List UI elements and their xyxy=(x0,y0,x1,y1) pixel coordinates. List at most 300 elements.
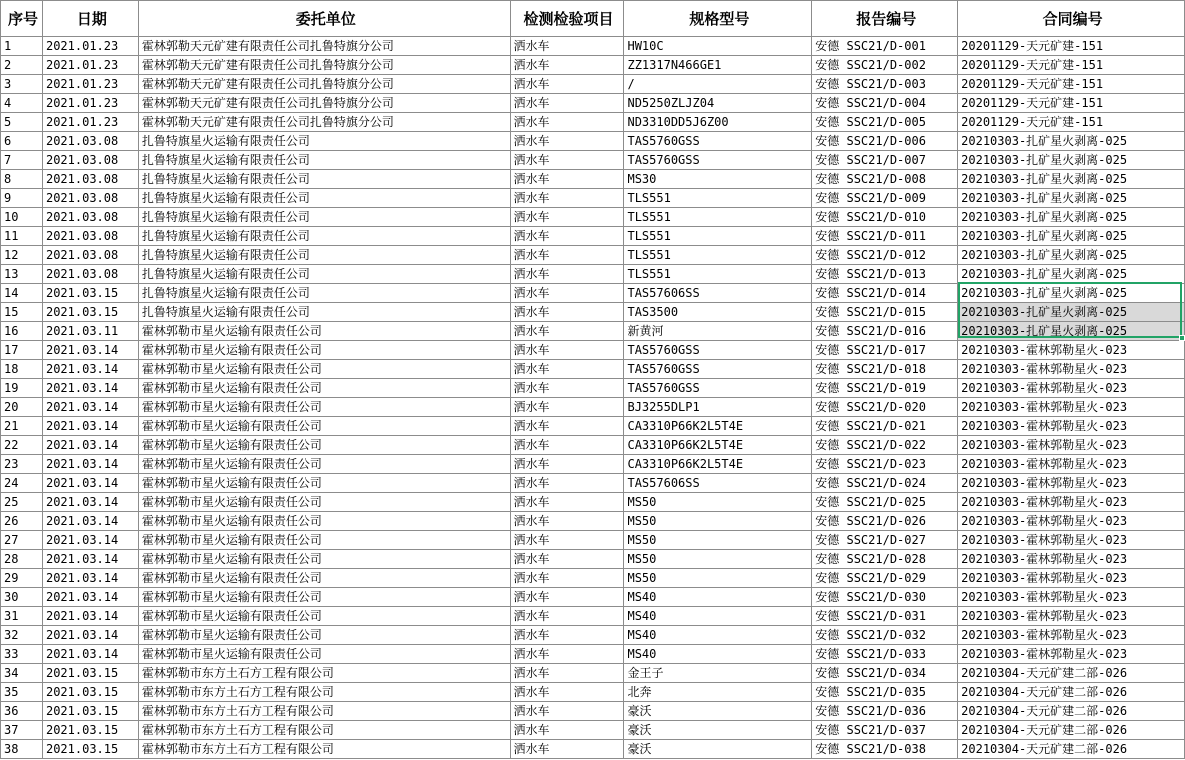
cell-model[interactable]: ND5250ZLJZ04 xyxy=(624,94,812,113)
cell-index[interactable]: 17 xyxy=(1,341,43,360)
table-row xyxy=(1,113,1185,132)
cell-index[interactable]: 13 xyxy=(1,265,43,284)
cell-client[interactable]: 霍林郭勒市东方土石方工程有限公司 xyxy=(138,740,510,759)
cell-index[interactable]: 14 xyxy=(1,284,43,303)
col-header-model[interactable]: 规格型号 xyxy=(624,1,812,37)
table-row xyxy=(1,436,1185,455)
cell-model[interactable]: MS50 xyxy=(624,550,812,569)
cell-model[interactable]: TAS5760GSS xyxy=(624,132,812,151)
cell-inspection-item[interactable]: 洒水车 xyxy=(510,56,624,75)
cell-contract-no[interactable]: 20210303-扎矿星火剥离-025 xyxy=(958,303,1185,322)
table-row xyxy=(1,531,1185,550)
cell-date[interactable]: 2021.03.14 xyxy=(42,607,138,626)
cell-index[interactable]: 33 xyxy=(1,645,43,664)
table-row xyxy=(1,702,1185,721)
table-row xyxy=(1,227,1185,246)
cell-date[interactable]: 2021.03.14 xyxy=(42,474,138,493)
cell-date[interactable]: 2021.03.14 xyxy=(42,360,138,379)
table-row xyxy=(1,360,1185,379)
cell-index[interactable]: 3 xyxy=(1,75,43,94)
cell-inspection-item[interactable]: 洒水车 xyxy=(510,436,624,455)
cell-contract-no[interactable]: 20210303-扎矿星火剥离-025 xyxy=(958,170,1185,189)
cell-report-no[interactable]: 安德 SSC21/D-030 xyxy=(812,588,958,607)
cell-inspection-item[interactable]: 洒水车 xyxy=(510,550,624,569)
cell-model[interactable]: TLS551 xyxy=(624,208,812,227)
cell-contract-no[interactable]: 20210303-霍林郭勒星火-023 xyxy=(958,398,1185,417)
cell-client[interactable]: 霍林郭勒市星火运输有限责任公司 xyxy=(138,550,510,569)
cell-report-no[interactable]: 安德 SSC21/D-012 xyxy=(812,246,958,265)
cell-inspection-item[interactable]: 洒水车 xyxy=(510,265,624,284)
cell-inspection-item[interactable]: 洒水车 xyxy=(510,379,624,398)
cell-index[interactable]: 10 xyxy=(1,208,43,227)
cell-contract-no[interactable]: 20210303-霍林郭勒星火-023 xyxy=(958,512,1185,531)
cell-index[interactable]: 25 xyxy=(1,493,43,512)
cell-inspection-item[interactable]: 洒水车 xyxy=(510,398,624,417)
table-row xyxy=(1,512,1185,531)
cell-contract-no[interactable]: 20210303-霍林郭勒星火-023 xyxy=(958,493,1185,512)
table-row xyxy=(1,75,1185,94)
col-header-contract-no[interactable]: 合同编号 xyxy=(958,1,1185,37)
cell-index[interactable]: 24 xyxy=(1,474,43,493)
cell-model[interactable]: TLS551 xyxy=(624,265,812,284)
cell-date[interactable]: 2021.03.15 xyxy=(42,664,138,683)
cell-inspection-item[interactable]: 洒水车 xyxy=(510,683,624,702)
cell-contract-no[interactable]: 20210303-扎矿星火剥离-025 xyxy=(958,227,1185,246)
cell-report-no[interactable]: 安德 SSC21/D-019 xyxy=(812,379,958,398)
cell-index[interactable]: 8 xyxy=(1,170,43,189)
cell-report-no[interactable]: 安德 SSC21/D-016 xyxy=(812,322,958,341)
cell-date[interactable]: 2021.03.08 xyxy=(42,208,138,227)
cell-inspection-item[interactable]: 洒水车 xyxy=(510,645,624,664)
cell-date[interactable]: 2021.03.14 xyxy=(42,455,138,474)
cell-date[interactable]: 2021.01.23 xyxy=(42,75,138,94)
cell-model[interactable]: MS40 xyxy=(624,626,812,645)
cell-index[interactable]: 31 xyxy=(1,607,43,626)
cell-inspection-item[interactable]: 洒水车 xyxy=(510,531,624,550)
cell-contract-no[interactable]: 20210303-霍林郭勒星火-023 xyxy=(958,360,1185,379)
cell-inspection-item[interactable]: 洒水车 xyxy=(510,360,624,379)
cell-contract-no[interactable]: 20210303-扎矿星火剥离-025 xyxy=(958,246,1185,265)
cell-inspection-item[interactable]: 洒水车 xyxy=(510,94,624,113)
cell-report-no[interactable]: 安德 SSC21/D-021 xyxy=(812,417,958,436)
cell-index[interactable]: 12 xyxy=(1,246,43,265)
col-header-inspection-item[interactable]: 检测检验项目 xyxy=(510,1,624,37)
cell-report-no[interactable]: 安德 SSC21/D-027 xyxy=(812,531,958,550)
table-row xyxy=(1,721,1185,740)
cell-date[interactable]: 2021.01.23 xyxy=(42,94,138,113)
cell-model[interactable]: TAS5760GSS xyxy=(624,379,812,398)
cell-report-no[interactable]: 安德 SSC21/D-032 xyxy=(812,626,958,645)
cell-client[interactable]: 霍林郭勒市星火运输有限责任公司 xyxy=(138,341,510,360)
col-header-client[interactable]: 委托单位 xyxy=(138,1,510,37)
table-row xyxy=(1,208,1185,227)
cell-date[interactable]: 2021.01.23 xyxy=(42,113,138,132)
cell-model[interactable]: MS50 xyxy=(624,512,812,531)
cell-client[interactable]: 霍林郭勒市星火运输有限责任公司 xyxy=(138,607,510,626)
cell-model[interactable]: TAS3500 xyxy=(624,303,812,322)
cell-model[interactable]: MS50 xyxy=(624,569,812,588)
cell-model[interactable]: MS40 xyxy=(624,588,812,607)
table-row xyxy=(1,284,1185,303)
cell-index[interactable]: 19 xyxy=(1,379,43,398)
cell-client[interactable]: 霍林郭勒市星火运输有限责任公司 xyxy=(138,417,510,436)
cell-index[interactable]: 2 xyxy=(1,56,43,75)
cell-date[interactable]: 2021.03.14 xyxy=(42,341,138,360)
table-row xyxy=(1,683,1185,702)
cell-inspection-item[interactable]: 洒水车 xyxy=(510,75,624,94)
table-row xyxy=(1,493,1185,512)
cell-report-no[interactable]: 安德 SSC21/D-028 xyxy=(812,550,958,569)
cell-model[interactable]: MS50 xyxy=(624,493,812,512)
cell-inspection-item[interactable]: 洒水车 xyxy=(510,132,624,151)
cell-contract-no[interactable]: 20210303-扎矿星火剥离-025 xyxy=(958,284,1185,303)
cell-client[interactable]: 霍林郭勒市星火运输有限责任公司 xyxy=(138,569,510,588)
cell-report-no[interactable]: 安德 SSC21/D-008 xyxy=(812,170,958,189)
cell-index[interactable]: 20 xyxy=(1,398,43,417)
cell-inspection-item[interactable]: 洒水车 xyxy=(510,512,624,531)
cell-report-no[interactable]: 安德 SSC21/D-011 xyxy=(812,227,958,246)
cell-inspection-item[interactable]: 洒水车 xyxy=(510,246,624,265)
cell-date[interactable]: 2021.03.15 xyxy=(42,303,138,322)
cell-date[interactable]: 2021.03.15 xyxy=(42,740,138,759)
cell-date[interactable]: 2021.03.14 xyxy=(42,417,138,436)
table-row xyxy=(1,740,1185,759)
cell-model[interactable]: BJ3255DLP1 xyxy=(624,398,812,417)
cell-client[interactable]: 霍林郭勒市星火运输有限责任公司 xyxy=(138,474,510,493)
cell-client[interactable]: 霍林郭勒市星火运输有限责任公司 xyxy=(138,398,510,417)
cell-date[interactable]: 2021.03.08 xyxy=(42,151,138,170)
cell-contract-no[interactable]: 20210304-天元矿建二部-026 xyxy=(958,740,1185,759)
cell-inspection-item[interactable]: 洒水车 xyxy=(510,37,624,56)
cell-client[interactable]: 扎鲁特旗星火运输有限责任公司 xyxy=(138,246,510,265)
cell-report-no[interactable]: 安德 SSC21/D-015 xyxy=(812,303,958,322)
col-header-index[interactable]: 序号 xyxy=(1,1,43,37)
cell-index[interactable]: 5 xyxy=(1,113,43,132)
cell-date[interactable]: 2021.03.14 xyxy=(42,398,138,417)
cell-report-no[interactable]: 安德 SSC21/D-026 xyxy=(812,512,958,531)
cell-date[interactable]: 2021.03.15 xyxy=(42,284,138,303)
cell-contract-no[interactable]: 20210303-扎矿星火剥离-025 xyxy=(958,151,1185,170)
cell-client[interactable]: 霍林郭勒天元矿建有限责任公司扎鲁特旗分公司 xyxy=(138,75,510,94)
cell-client[interactable]: 扎鲁特旗星火运输有限责任公司 xyxy=(138,170,510,189)
table-row xyxy=(1,664,1185,683)
cell-contract-no[interactable]: 20210303-霍林郭勒星火-023 xyxy=(958,588,1185,607)
cell-contract-no[interactable]: 20210303-扎矿星火剥离-025 xyxy=(958,322,1185,341)
cell-model[interactable]: / xyxy=(624,75,812,94)
table-row xyxy=(1,379,1185,398)
cell-date[interactable]: 2021.03.14 xyxy=(42,645,138,664)
cell-contract-no[interactable]: 20201129-天元矿建-151 xyxy=(958,94,1185,113)
cell-inspection-item[interactable]: 洒水车 xyxy=(510,474,624,493)
cell-model[interactable]: MS40 xyxy=(624,645,812,664)
cell-date[interactable]: 2021.03.08 xyxy=(42,189,138,208)
table-row xyxy=(1,341,1185,360)
cell-contract-no[interactable]: 20210303-扎矿星火剥离-025 xyxy=(958,208,1185,227)
cell-client[interactable]: 霍林郭勒天元矿建有限责任公司扎鲁特旗分公司 xyxy=(138,113,510,132)
cell-index[interactable]: 27 xyxy=(1,531,43,550)
cell-report-no[interactable]: 安德 SSC21/D-009 xyxy=(812,189,958,208)
cell-report-no[interactable]: 安德 SSC21/D-001 xyxy=(812,37,958,56)
cell-client[interactable]: 霍林郭勒市星火运输有限责任公司 xyxy=(138,626,510,645)
cell-contract-no[interactable]: 20210303-霍林郭勒星火-023 xyxy=(958,569,1185,588)
cell-model[interactable]: 豪沃 xyxy=(624,721,812,740)
cell-model[interactable]: TAS57606SS xyxy=(624,284,812,303)
cell-report-no[interactable]: 安德 SSC21/D-003 xyxy=(812,75,958,94)
cell-index[interactable]: 37 xyxy=(1,721,43,740)
cell-index[interactable]: 7 xyxy=(1,151,43,170)
cell-index[interactable]: 4 xyxy=(1,94,43,113)
fill-handle[interactable] xyxy=(1179,335,1185,341)
cell-date[interactable]: 2021.01.23 xyxy=(42,56,138,75)
cell-date[interactable]: 2021.03.14 xyxy=(42,569,138,588)
cell-index[interactable]: 6 xyxy=(1,132,43,151)
cell-inspection-item[interactable]: 洒水车 xyxy=(510,588,624,607)
cell-client[interactable]: 霍林郭勒市星火运输有限责任公司 xyxy=(138,531,510,550)
cell-inspection-item[interactable]: 洒水车 xyxy=(510,455,624,474)
cell-report-no[interactable]: 安德 SSC21/D-036 xyxy=(812,702,958,721)
cell-contract-no[interactable]: 20210303-霍林郭勒星火-023 xyxy=(958,379,1185,398)
cell-report-no[interactable]: 安德 SSC21/D-037 xyxy=(812,721,958,740)
cell-model[interactable]: 新黄河 xyxy=(624,322,812,341)
cell-client[interactable]: 霍林郭勒市东方土石方工程有限公司 xyxy=(138,683,510,702)
cell-client[interactable]: 霍林郭勒市星火运输有限责任公司 xyxy=(138,436,510,455)
cell-inspection-item[interactable]: 洒水车 xyxy=(510,607,624,626)
cell-index[interactable]: 38 xyxy=(1,740,43,759)
cell-date[interactable]: 2021.03.14 xyxy=(42,436,138,455)
table-row xyxy=(1,94,1185,113)
cell-contract-no[interactable]: 20210303-霍林郭勒星火-023 xyxy=(958,341,1185,360)
cell-contract-no[interactable]: 20210303-霍林郭勒星火-023 xyxy=(958,474,1185,493)
cell-model[interactable]: TLS551 xyxy=(624,246,812,265)
cell-contract-no[interactable]: 20210304-天元矿建二部-026 xyxy=(958,664,1185,683)
cell-contract-no[interactable]: 20210303-霍林郭勒星火-023 xyxy=(958,531,1185,550)
cell-report-no[interactable]: 安德 SSC21/D-006 xyxy=(812,132,958,151)
col-header-date[interactable]: 日期 xyxy=(42,1,138,37)
cell-model[interactable]: 金王子 xyxy=(624,664,812,683)
cell-model[interactable]: CA3310P66K2L5T4E xyxy=(624,436,812,455)
cell-inspection-item[interactable]: 洒水车 xyxy=(510,664,624,683)
cell-inspection-item[interactable]: 洒水车 xyxy=(510,208,624,227)
cell-contract-no[interactable]: 20201129-天元矿建-151 xyxy=(958,75,1185,94)
cell-contract-no[interactable]: 20210303-霍林郭勒星火-023 xyxy=(958,436,1185,455)
cell-contract-no[interactable]: 20201129-天元矿建-151 xyxy=(958,37,1185,56)
cell-report-no[interactable]: 安德 SSC21/D-038 xyxy=(812,740,958,759)
cell-date[interactable]: 2021.03.08 xyxy=(42,170,138,189)
cell-inspection-item[interactable]: 洒水车 xyxy=(510,227,624,246)
cell-index[interactable]: 16 xyxy=(1,322,43,341)
cell-index[interactable]: 34 xyxy=(1,664,43,683)
cell-report-no[interactable]: 安德 SSC21/D-024 xyxy=(812,474,958,493)
table-row xyxy=(1,645,1185,664)
cell-date[interactable]: 2021.03.15 xyxy=(42,683,138,702)
cell-inspection-item[interactable]: 洒水车 xyxy=(510,569,624,588)
cell-inspection-item[interactable]: 洒水车 xyxy=(510,702,624,721)
cell-date[interactable]: 2021.03.14 xyxy=(42,512,138,531)
cell-report-no[interactable]: 安德 SSC21/D-014 xyxy=(812,284,958,303)
table-row xyxy=(1,265,1185,284)
cell-model[interactable]: TLS551 xyxy=(624,227,812,246)
cell-date[interactable]: 2021.03.08 xyxy=(42,265,138,284)
cell-model[interactable]: TLS551 xyxy=(624,189,812,208)
cell-model[interactable]: TAS57606SS xyxy=(624,474,812,493)
cell-index[interactable]: 18 xyxy=(1,360,43,379)
cell-index[interactable]: 1 xyxy=(1,37,43,56)
cell-index[interactable]: 28 xyxy=(1,550,43,569)
header-row xyxy=(1,1,1185,37)
cell-date[interactable]: 2021.03.14 xyxy=(42,379,138,398)
cell-report-no[interactable]: 安德 SSC21/D-029 xyxy=(812,569,958,588)
table-row xyxy=(1,474,1185,493)
cell-model[interactable]: TAS5760GSS xyxy=(624,341,812,360)
cell-contract-no[interactable]: 20210303-霍林郭勒星火-023 xyxy=(958,607,1185,626)
cell-client[interactable]: 扎鲁特旗星火运输有限责任公司 xyxy=(138,132,510,151)
cell-index[interactable]: 15 xyxy=(1,303,43,322)
cell-date[interactable]: 2021.03.15 xyxy=(42,702,138,721)
cell-model[interactable]: CA3310P66K2L5T4E xyxy=(624,417,812,436)
cell-date[interactable]: 2021.03.15 xyxy=(42,721,138,740)
cell-client[interactable]: 扎鲁特旗星火运输有限责任公司 xyxy=(138,151,510,170)
cell-inspection-item[interactable]: 洒水车 xyxy=(510,721,624,740)
cell-model[interactable]: TAS5760GSS xyxy=(624,360,812,379)
cell-model[interactable]: 北奔 xyxy=(624,683,812,702)
cell-client[interactable]: 扎鲁特旗星火运输有限责任公司 xyxy=(138,265,510,284)
cell-client[interactable]: 霍林郭勒市星火运输有限责任公司 xyxy=(138,645,510,664)
cell-index[interactable]: 9 xyxy=(1,189,43,208)
table-row xyxy=(1,607,1185,626)
cell-date[interactable]: 2021.03.11 xyxy=(42,322,138,341)
cell-report-no[interactable]: 安德 SSC21/D-004 xyxy=(812,94,958,113)
cell-inspection-item[interactable]: 洒水车 xyxy=(510,189,624,208)
cell-index[interactable]: 22 xyxy=(1,436,43,455)
cell-client[interactable]: 霍林郭勒市星火运输有限责任公司 xyxy=(138,512,510,531)
cell-report-no[interactable]: 安德 SSC21/D-022 xyxy=(812,436,958,455)
cell-model[interactable]: 豪沃 xyxy=(624,702,812,721)
cell-report-no[interactable]: 安德 SSC21/D-023 xyxy=(812,455,958,474)
cell-date[interactable]: 2021.03.14 xyxy=(42,626,138,645)
cell-report-no[interactable]: 安德 SSC21/D-010 xyxy=(812,208,958,227)
cell-report-no[interactable]: 安德 SSC21/D-005 xyxy=(812,113,958,132)
cell-index[interactable]: 35 xyxy=(1,683,43,702)
table-row xyxy=(1,151,1185,170)
cell-index[interactable]: 30 xyxy=(1,588,43,607)
cell-contract-no[interactable]: 20210303-霍林郭勒星火-023 xyxy=(958,626,1185,645)
cell-inspection-item[interactable]: 洒水车 xyxy=(510,626,624,645)
cell-client[interactable]: 霍林郭勒市东方土石方工程有限公司 xyxy=(138,702,510,721)
cell-report-no[interactable]: 安德 SSC21/D-013 xyxy=(812,265,958,284)
cell-model[interactable]: ZZ1317N466GE1 xyxy=(624,56,812,75)
cell-inspection-item[interactable]: 洒水车 xyxy=(510,170,624,189)
cell-index[interactable]: 36 xyxy=(1,702,43,721)
cell-model[interactable]: CA3310P66K2L5T4E xyxy=(624,455,812,474)
cell-client[interactable]: 霍林郭勒市星火运输有限责任公司 xyxy=(138,360,510,379)
cell-contract-no[interactable]: 20201129-天元矿建-151 xyxy=(958,56,1185,75)
cell-index[interactable]: 21 xyxy=(1,417,43,436)
cell-report-no[interactable]: 安德 SSC21/D-033 xyxy=(812,645,958,664)
cell-inspection-item[interactable]: 洒水车 xyxy=(510,740,624,759)
cell-report-no[interactable]: 安德 SSC21/D-020 xyxy=(812,398,958,417)
cell-report-no[interactable]: 安德 SSC21/D-007 xyxy=(812,151,958,170)
cell-contract-no[interactable]: 20210303-扎矿星火剥离-025 xyxy=(958,189,1185,208)
cell-report-no[interactable]: 安德 SSC21/D-035 xyxy=(812,683,958,702)
cell-client[interactable]: 霍林郭勒天元矿建有限责任公司扎鲁特旗分公司 xyxy=(138,37,510,56)
col-header-report-no[interactable]: 报告编号 xyxy=(812,1,958,37)
cell-contract-no[interactable]: 20210303-扎矿星火剥离-025 xyxy=(958,132,1185,151)
cell-model[interactable]: MS30 xyxy=(624,170,812,189)
cell-contract-no[interactable]: 20210303-霍林郭勒星火-023 xyxy=(958,550,1185,569)
cell-inspection-item[interactable]: 洒水车 xyxy=(510,322,624,341)
cell-report-no[interactable]: 安德 SSC21/D-031 xyxy=(812,607,958,626)
cell-inspection-item[interactable]: 洒水车 xyxy=(510,303,624,322)
cell-contract-no[interactable]: 20210303-霍林郭勒星火-023 xyxy=(958,455,1185,474)
cell-inspection-item[interactable]: 洒水车 xyxy=(510,113,624,132)
cell-inspection-item[interactable]: 洒水车 xyxy=(510,493,624,512)
cell-inspection-item[interactable]: 洒水车 xyxy=(510,284,624,303)
cell-client[interactable]: 霍林郭勒天元矿建有限责任公司扎鲁特旗分公司 xyxy=(138,56,510,75)
cell-report-no[interactable]: 安德 SSC21/D-034 xyxy=(812,664,958,683)
cell-client[interactable]: 霍林郭勒市星火运输有限责任公司 xyxy=(138,493,510,512)
cell-model[interactable]: ND3310DD5J6Z00 xyxy=(624,113,812,132)
cell-date[interactable]: 2021.03.14 xyxy=(42,531,138,550)
cell-model[interactable]: TAS5760GSS xyxy=(624,151,812,170)
cell-index[interactable]: 23 xyxy=(1,455,43,474)
cell-contract-no[interactable]: 20210303-霍林郭勒星火-023 xyxy=(958,417,1185,436)
cell-date[interactable]: 2021.03.14 xyxy=(42,493,138,512)
cell-contract-no[interactable]: 20210304-天元矿建二部-026 xyxy=(958,721,1185,740)
cell-contract-no[interactable]: 20210303-扎矿星火剥离-025 xyxy=(958,265,1185,284)
cell-model[interactable]: MS40 xyxy=(624,607,812,626)
cell-date[interactable]: 2021.03.08 xyxy=(42,132,138,151)
cell-model[interactable]: MS50 xyxy=(624,531,812,550)
cell-contract-no[interactable]: 20210303-霍林郭勒星火-023 xyxy=(958,645,1185,664)
cell-model[interactable]: 豪沃 xyxy=(624,740,812,759)
cell-client[interactable]: 扎鲁特旗星火运输有限责任公司 xyxy=(138,284,510,303)
cell-client[interactable]: 霍林郭勒市东方土石方工程有限公司 xyxy=(138,664,510,683)
cell-index[interactable]: 29 xyxy=(1,569,43,588)
cell-client[interactable]: 扎鲁特旗星火运输有限责任公司 xyxy=(138,208,510,227)
cell-inspection-item[interactable]: 洒水车 xyxy=(510,417,624,436)
cell-contract-no[interactable]: 20210304-天元矿建二部-026 xyxy=(958,702,1185,721)
cell-client[interactable]: 扎鲁特旗星火运输有限责任公司 xyxy=(138,303,510,322)
cell-date[interactable]: 2021.03.08 xyxy=(42,246,138,265)
cell-index[interactable]: 11 xyxy=(1,227,43,246)
cell-contract-no[interactable]: 20210304-天元矿建二部-026 xyxy=(958,683,1185,702)
cell-index[interactable]: 26 xyxy=(1,512,43,531)
cell-report-no[interactable]: 安德 SSC21/D-025 xyxy=(812,493,958,512)
cell-date[interactable]: 2021.01.23 xyxy=(42,37,138,56)
table-row xyxy=(1,37,1185,56)
cell-client[interactable]: 扎鲁特旗星火运输有限责任公司 xyxy=(138,227,510,246)
cell-client[interactable]: 扎鲁特旗星火运输有限责任公司 xyxy=(138,189,510,208)
cell-client[interactable]: 霍林郭勒天元矿建有限责任公司扎鲁特旗分公司 xyxy=(138,94,510,113)
cell-date[interactable]: 2021.03.14 xyxy=(42,588,138,607)
cell-report-no[interactable]: 安德 SSC21/D-018 xyxy=(812,360,958,379)
cell-client[interactable]: 霍林郭勒市星火运输有限责任公司 xyxy=(138,588,510,607)
cell-date[interactable]: 2021.03.14 xyxy=(42,550,138,569)
cell-contract-no[interactable]: 20201129-天元矿建-151 xyxy=(958,113,1185,132)
cell-client[interactable]: 霍林郭勒市星火运输有限责任公司 xyxy=(138,455,510,474)
cell-inspection-item[interactable]: 洒水车 xyxy=(510,341,624,360)
cell-date[interactable]: 2021.03.08 xyxy=(42,227,138,246)
cell-inspection-item[interactable]: 洒水车 xyxy=(510,151,624,170)
cell-model[interactable]: HW10C xyxy=(624,37,812,56)
cell-report-no[interactable]: 安德 SSC21/D-002 xyxy=(812,56,958,75)
table-row xyxy=(1,588,1185,607)
cell-client[interactable]: 霍林郭勒市东方土石方工程有限公司 xyxy=(138,721,510,740)
cell-report-no[interactable]: 安德 SSC21/D-017 xyxy=(812,341,958,360)
cell-client[interactable]: 霍林郭勒市星火运输有限责任公司 xyxy=(138,322,510,341)
cell-client[interactable]: 霍林郭勒市星火运输有限责任公司 xyxy=(138,379,510,398)
cell-index[interactable]: 32 xyxy=(1,626,43,645)
